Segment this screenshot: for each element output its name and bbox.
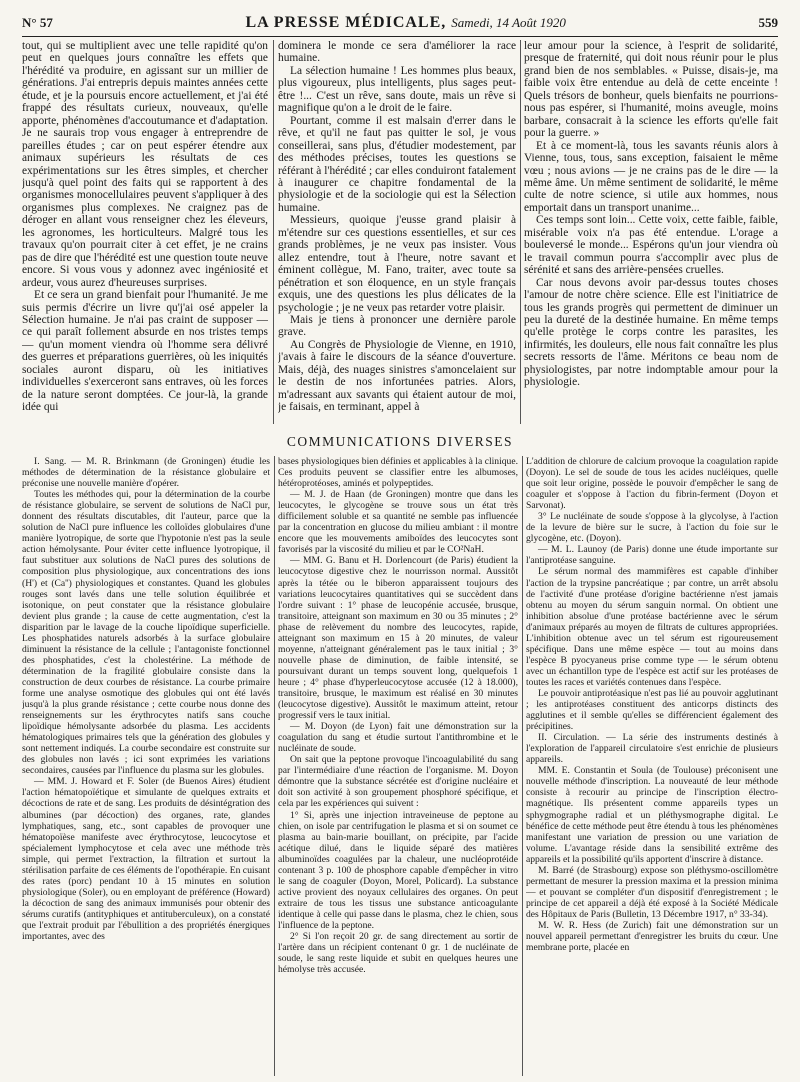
header-rule (22, 36, 778, 37)
paragraph: II. Circulation. — La série des instruments destinés à l'exploration de l'appareil circulatoire s'est enrichie de plusieurs appareils. (526, 732, 778, 766)
paragraph: Messieurs, quoique j'eusse grand plaisir à m'étendre sur ces questions essentielles, et sur ces grands problèmes, je ne veux pas insister. Vous allez entendre, tout à l'heure, notre savant et éminent collègue, M. Fano, traiter, avec toute sa pénétration et son éloquence, en un style français exquis, une des questions les plus délicates de la psychologie ; je ne veux pas retarder votre plaisir. (278, 214, 516, 314)
column-divider (520, 40, 521, 424)
paragraph: Mais je tiens à prononcer une dernière parole grave. (278, 313, 516, 339)
paragraph: Le pouvoir antiprotéasique n'est pas lié au pouvoir agglutinant ; les antiprotéases constituent des anticorps distincts des agglutines et il semble qu'elles se différencient également des précipitines. (526, 687, 778, 733)
issue-number: N° 57 (22, 15, 53, 30)
paragraph: Car nous devons avoir par-dessus toutes choses l'amour de notre chère science. Elle est l'initiatrice de tous les grands progrès qui permettent de diminuer un peu la dureté de la destinée humaine. En même temps qu'elle protège le corps contre les parasites, les infirmités, les douleurs, elle nous fait connaître les plus secrets ressorts de l'âme. Méritons ce beau nom de physiologistes, par notre indomptable amour pour la physiologie. (524, 276, 778, 389)
paragraph: — M. L. Launoy (de Paris) donne une étude importante sur l'antiprotéase sanguine. (526, 544, 778, 567)
journal-title (245, 14, 565, 32)
paragraph: 1° Si, après une injection intraveineuse de peptone au chien, on isole par centrifugation le plasma et si on soumet ce plasma au bain-marie bouillant, on précipite, par l'acide acétique dilué, dans le liquide séparé des matières albuminoïdes coagulées par la chaleur, une nucléoprotéide contenant 3 p. 100 de phosphore capable d'empêcher in vitro le sang de coaguler (Doyon, Morel, Policard). La substance active provient des noyaux cellulaires des organes. On peut extraire de tous les tissus une substance anticoagulante identique à celle qui passe dans le plasma, chez le chien, sous l'influence de la peptone. (278, 809, 518, 931)
paragraph: MM. E. Constantin et Soula (de Toulouse) préconisent une nouvelle méthode d'inscription. La nouveauté de leur méthode consiste à recourir au principe de l'inscription électro-magnétique. Ils présentent comme appareils types un sphygmographe radial et un pléthysmographe digital. Le bénéfice de cette méthode peut être étendu à tous les phénomènes manifestant une variation de pression ou une variation de volume. L'avantage réside dans la sensibilité extrême des appareils et la possibilité qu'ils apportent d'inscrire à distance. (526, 765, 778, 865)
paragraph: leur amour pour la science, à l'esprit de solidarité, presque de fraternité, qui doit nous réunir pour le plus grand bien de nos semblables. « Puisse, disais-je, ma faible voix être entendue au delà de cette enceinte ! Quels trésors de bonheur, quels bienfaits ne pourrions-nous pas espérer, si l'humanité, moins aveugle, moins barbare, consacrait à la science les efforts qu'elle fait pour la guerre. » (524, 40, 778, 140)
issue-date: Samedi, 14 Août 1920 (451, 15, 566, 30)
paragraph: 3° Le nucléinate de soude s'oppose à la glycolyse, à l'action de la levure de bière sur le sucre, à l'action du foie sur le glycogène, etc. (Doyon). (526, 511, 778, 545)
masthead (22, 14, 778, 36)
paragraph: dominera le monde ce sera d'améliorer la race humaine. (278, 40, 516, 65)
article-column-3 (524, 40, 778, 424)
paragraph: Pourtant, comme il est malsain d'errer dans le rêve, et qu'il ne faut pas quitter le sol, je vous conseillerai, sans plus, d'étudier modestement, par des méthodes précises, toutes les questions se référant à l'hérédité ; car elles conduiront fatalement à inaugurer ce chapitre fondamental de la physiologie et de la sociologie qui est la Sélection humaine. (278, 114, 516, 214)
communications-column-1 (22, 456, 270, 1076)
paragraph: Ces temps sont loin... Cette voix, cette faible, faible, misérable voix n'a pas été entendue. L'orage a bouleversé le monde... Espérons qu'un jour viendra où le travail commun pourra s'accomplir avec plus de sérénité et sans des arrière-pensées cruelles. (524, 214, 778, 277)
page-number: 559 (758, 15, 778, 30)
paragraph: bases physiologiques bien définies et applicables à la clinique. Ces produits peuvent se classifier entre les albumoses, hétéroprotéoses, aminés et polypeptides. (278, 456, 518, 490)
paragraph: Et ce sera un grand bienfait pour l'humanité. Je me suis permis d'écrire un livre qu'j'ai osé appeler la Sélection humaine. Je n'ai pas craint de supposer — ce qui paraît follement absurde en nos tristes temps — qu'un moment viendra où l'homme sera délivré des guerres et préparations guerrières, où les iniquités sociales auront disparu, où les initiatives individuelles s'exerceront sans entraves, où les forces de la nature seront domptées. Ce jour-là, la grande idée qui (22, 289, 268, 414)
section-title: COMMUNICATIONS DIVERSES (286, 434, 514, 449)
paragraph: 2° Si l'on reçoit 20 gr. de sang directement au sortir de l'artère dans un récipient contenant 0 gr. 1 de nucléinate de soude, le sang reste liquide et subit en quelques heures une hémolyse très accusée. (278, 931, 518, 976)
paragraph: Toutes les méthodes qui, pour la détermination de la courbe de résistance globulaire, se servent de solutions de NaCl pur, donnent des résultats discutables, dit l'auteur, parce que la solution de NaCl pure influence les colloïdes globulaires d'une manière lyotropique, de sorte que l'hypotonie n'est pas la seule action hémolysante. Pour éviter cette influence lyotropique, il faut substituer aux solutions de NaCl pures des solutions de composition plus physiologique, aux concentrations des ions (H') et (Ca'') physiologiques et constantes. Quand les globules rouges sont lavés dans une telle solution équilibrée et isotonique, on peut constater que la résistance globulaire devient plus grande ; la cause de cette augmentation, c'est la disparition par le lavage de la couche lipoïdique superficielle. Les phosphatides naturels adsorbés à la surface globulaire diminuent la résistance de la cellule ; l'antagoniste fonctionnel des phosphatides, c'est la cholestérine. La méthode de détermination de la fragilité globulaire consiste dans la construction de deux courbes de résistance. La courbe primaire forme une analyse osmotique des globules qui ont été lavés jusqu'à la plus grande résistance ; cette courbe nous donne des renseignements sur les érythrocytes natifs sans couche lipoïdique hémolysante adsorbée du plasma. Les accidents hématologiques primaires tels que la génération des globules y sont nettement indiqués. La courbe secondaire est construite sur des globules non lavés ; ici sont exprimées les variations secondaires, causées par l'influence du plasma sur les globules. (22, 489, 270, 777)
paragraph: — MM. J. Howard et F. Soler (de Buenos Aires) étudient l'action hématopoïétique et simulante de quelques extraits et décoctions de rate et de sang. Les produits de désintégration des albumines (par décoction) des organes, rate, glandes lymphatiques, sang, etc., sont capables de provoquer une hématopoïèse manifeste avec érythrocytose, leucocytose et spécialement lymphocytose et cela avec une méthode très simple, qui permet l'extraction, la filtration et surtout la stérilisation parfaite de ces éléments de l'opothérapie. En cuisant des rates (porc) pendant 10 à 15 minutes en solution physiologique (Soler), ou en employant de préférence (Howard) la décoction de sang des animaux immunisés pour obtenir des sérums curatifs (antityphiques et antituberculeux), on a constaté que l'extrait produit par l'ébullition a des propriétés énergiques importantes, avec des (22, 776, 270, 943)
paragraph: Au Congrès de Physiologie de Vienne, en 1910, j'avais à faire le discours de la séance d'ouverture. Mais, déjà, des nuages sinistres s'amoncelaient sur le destin de nos infortunées patries. Alors, m'adressant aux savants qui étaient autour de moi, je faisais, en terminant, appel à (278, 338, 516, 414)
paragraph: — M. Doyon (de Lyon) fait une démonstration sur la coagulation du sang et étudie surtout l'antithrombine et le nucléinate de soude. (278, 721, 518, 755)
paragraph: On sait que la peptone provoque l'incoagulabilité du sang par l'intermédiaire d'une réaction de l'organisme. M. Doyon démontre que la substance sécrétée est d'origine nucléaire et doit son activité à son groupement phosphoré spécifique, et cela par les expériences qui suivent : (278, 754, 518, 810)
paragraph: Et à ce moment-là, tous les savants réunis alors à Vienne, tous, tous, sans exception, faisaient le même vœu ; nous avions — je ne crains pas de le dire — la même âme. Un même sentiment de solidarité, le même culte de notre science, si utile aux hommes, nous emportait dans un transport unanime... (524, 139, 778, 214)
paragraph: — M. J. de Haan (de Groningen) montre que dans les leucocytes, le glycogène se trouve sous un état très difficilement soluble et sa quantité ne semble pas influencée par la concentration en glucose du milieu ambiant : il montre encore que les mouvements amiboïdes des leucocytes sont favorisés par la viscosité du milieu et par le CO²NaH. (278, 489, 518, 556)
communications-column-3 (526, 456, 778, 1076)
paragraph: M. W. R. Hess (de Zurich) fait une démonstration sur un nouvel appareil permettant d'enregistrer les bruits du cœur. Une membrane porte, placée en (526, 919, 778, 954)
paragraph: L'addition de chlorure de calcium provoque la coagulation rapide (Doyon). Le sel de soude de tous les acides nucléiques, quelle que soit leur origine, possède le pouvoir d'empêcher le sang de coaguler et s'oppose à l'action du fibrin-ferment (Doyon et Sarvonat). (526, 456, 778, 512)
paragraph: tout, qui se multiplient avec une telle rapidité qu'on peut en quelques jours connaître les effets que l'hérédité va produire, en agissant sur un millier de générations. J'ai entrepris depuis maintes années cette étude, et je la poursuis encore actuellement, et j'ai été frappé des résultats curieux, nouveaux, qu'elle apporte, phénomènes d'accoutumance et d'adaptation. Je ne saurais trop vous engager à entreprendre de pareilles études ; car on peut espérer étendre aux animaux supérieurs les résultats de ces expérimentations sur les êtres simples, et chercher jusqu'à quel point des faits qui se rapportent à des organismes monocellulaires peuvent s'appliquer à des organismes plus complexes. Ne craignez pas de déroger en allant vous renseigner chez les éleveurs, les agronomes, les horticulteurs. Malgré tous les travaux qu'on pourrait citer à cet effet, je ne crains pas de dire que l'hérédité est une question toute neuve encore. Si vous vous y adonnez avec ingéniosité et ardeur, vous aurez d'heureuses surprises. (22, 40, 268, 289)
article-column-1 (22, 40, 268, 424)
paragraph: — MM. G. Banu et H. Dorlencourt (de Paris) étudient la leucocytose digestive chez le nourrisson normal. Aussitôt après la tétée ou le biberon apparaissent toujours des variations leucocytaires quantitatives qui se succèdent dans l'ordre suivant : 1° phase de leucopénie accusée, brusque, transitoire, atteignant son maximum en 30 ou 35 minutes ; 2° phase de relèvement du nombre des leucocytes, rapide, atteignant son maximum en 15 à 20 minutes, de valeur moyenne, n'atteignant généralement pas le taux initial ; 3° nouvelle phase de diminution, de faible intensité, se poursuivant durant un temps souvent long, quelquefois 1 heure ; 4° phase d'hyperleucocytose accusée (12 à 18.000), transitoire, brusque, le maximum est réalisé en 30 minutes (leucocytose digestive). Aussitôt le maximum atteint, retour progressif vers le taux initial. (278, 555, 518, 722)
paragraph: La sélection humaine ! Les hommes plus beaux, plus vigoureux, plus intelligents, plus sages peut-être !... C'est un rêve, sans doute, mais un rêve si magnifique qu'on a le droit de le faire. (278, 64, 516, 115)
column-divider (274, 456, 275, 1076)
column-divider (273, 40, 274, 424)
journal-name: LA PRESSE MÉDICALE, (245, 14, 447, 31)
communications-column-2 (278, 456, 518, 1076)
article-column-2 (278, 40, 516, 424)
paragraph: Le sérum normal des mammifères est capable d'inhiber l'action de la trypsine pancréatique ; par contre, un arrêt absolu de l'activité d'une protéase d'origine bactérienne n'est jamais obtenu au moyen du sérum sanguin normal. On obtient une inhibition absolue d'une protéase bactérienne avec le sérum d'animaux préparés au moyen de filtrats de cultures appropriées. L'inhibition obtenue avec un tel sérum est rigoureusement spécifique. Dans une même espèce — tout au moins dans l'espèce B pyocyaneus prise comme type — le sérum obtenu avec un échantillon type de l'espèce est actif sur les protéases de toutes les races et variétés contenues dans l'espèce. (526, 566, 778, 688)
paragraph: M. Barré (de Strasbourg) expose son pléthysmo-oscillomètre permettant de mesurer la pression maxima et la pression minima — et pouvant se compléter d'un dispositif d'enregistrement ; le principe de cet appareil a déjà été exposé à la Société Médicale des Hôpitaux de Paris (Bulletin, 13 Décembre 1917, n° 33-34). (526, 864, 778, 920)
paragraph: I. Sang. — M. R. Brinkmann (de Groningen) étudie les méthodes de détermination de la résistance globulaire et préconise une nouvelle manière d'opérer. (22, 456, 270, 490)
column-divider (522, 456, 523, 1076)
